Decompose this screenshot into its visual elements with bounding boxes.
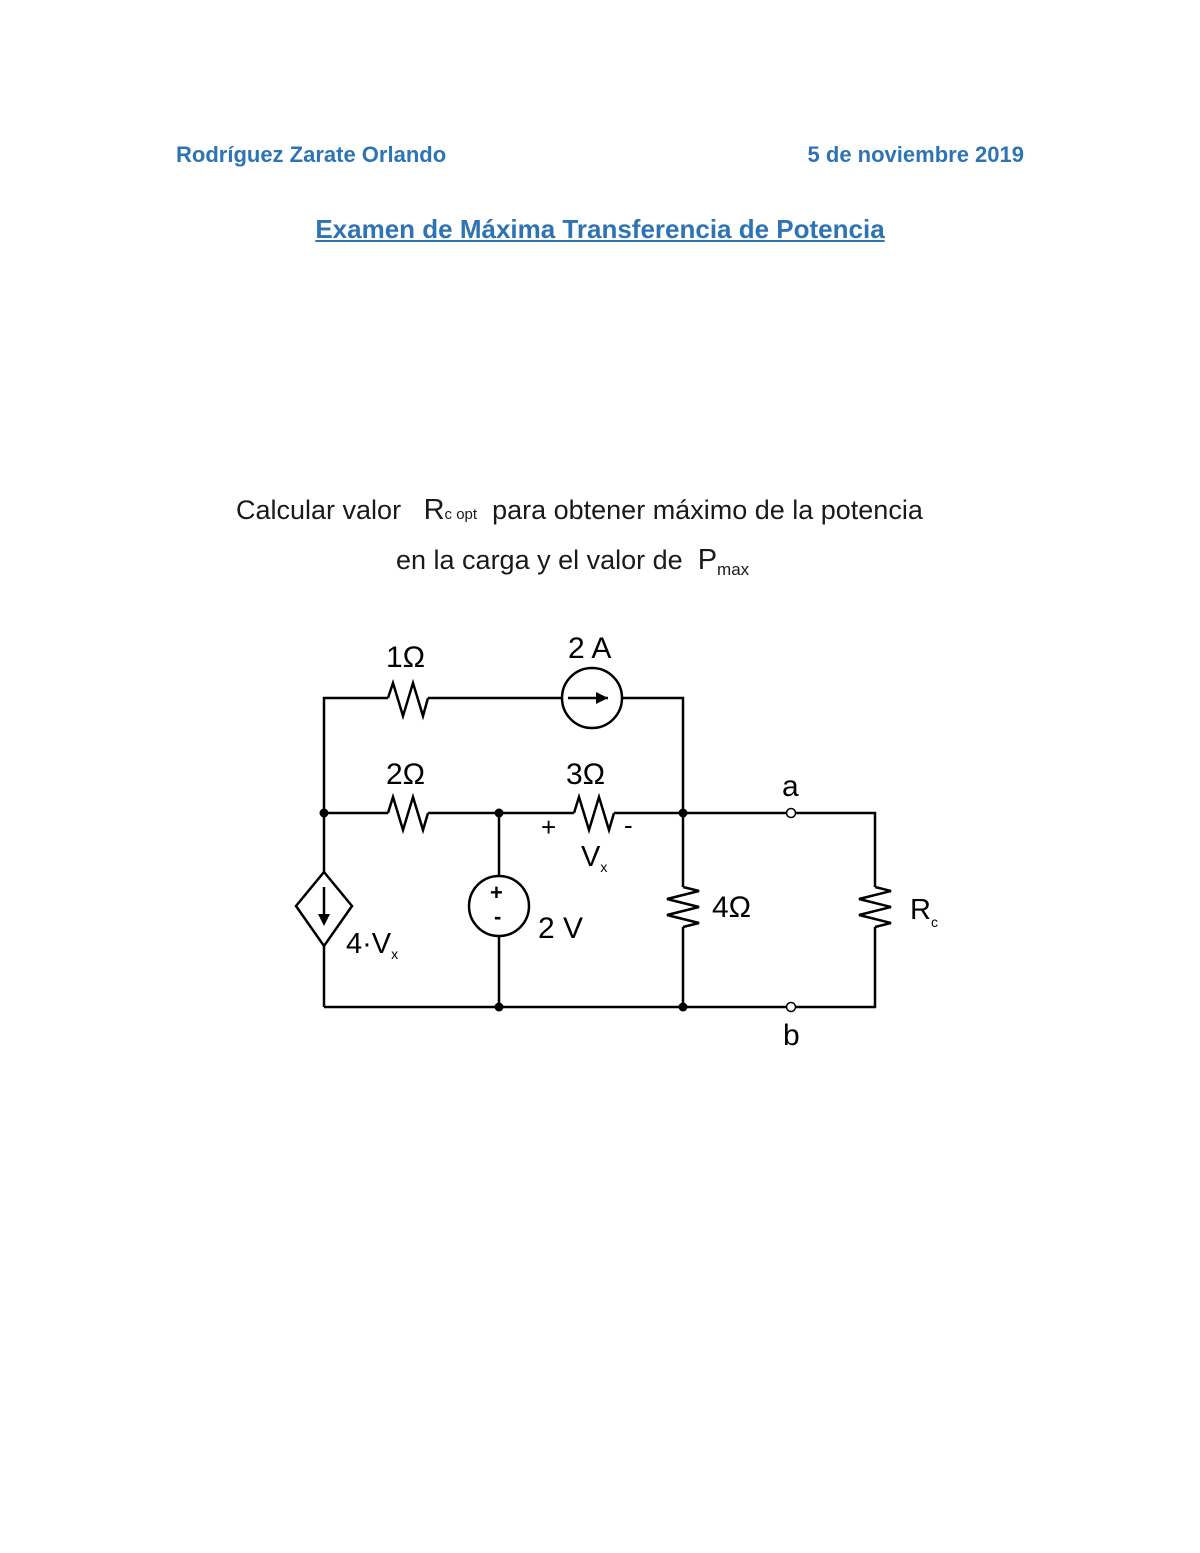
resistor-load — [859, 887, 891, 927]
problem-text: en la carga y el valor de — [396, 545, 683, 575]
r1-label: 1Ω — [386, 641, 426, 674]
voltage-source-plus: + — [490, 880, 503, 905]
pmax-symbol: P — [697, 544, 718, 576]
problem-statement-line1 — [236, 494, 923, 527]
wire — [795, 927, 875, 1007]
problem-text: para obtener máximo de la potencia — [492, 495, 923, 525]
load-label — [910, 894, 938, 930]
current-arrow-head — [596, 692, 608, 704]
junction-dot — [320, 809, 329, 818]
rc-opt-subscript: c opt — [444, 506, 478, 523]
wire — [795, 813, 875, 887]
voltage-source-minus: - — [494, 904, 502, 929]
wire — [622, 698, 683, 813]
terminal-a-label: a — [782, 770, 799, 803]
circuit-diagram — [280, 620, 980, 1060]
dependent-arrow-head — [318, 914, 330, 926]
load-subscript: c — [930, 914, 938, 930]
terminal-a — [787, 809, 796, 818]
resistor-3ohm — [574, 797, 614, 830]
resistor-2ohm — [388, 797, 428, 830]
problem-text: Calcular valor — [236, 495, 402, 525]
junction-dot — [679, 1003, 688, 1012]
terminal-b — [787, 1003, 796, 1012]
junction-dot — [495, 1003, 504, 1012]
vx-label — [581, 841, 607, 875]
dependent-source-label — [346, 928, 398, 962]
junction-dot — [679, 809, 688, 818]
r2-label: 2Ω — [386, 758, 426, 791]
rc-opt-symbol: R — [423, 494, 445, 526]
junction-dot — [495, 809, 504, 818]
exam-date: 5 de noviembre 2019 — [807, 142, 1024, 167]
exam-title: Examen de Máxima Transferencia de Potencia — [315, 214, 885, 244]
terminal-b-label: b — [783, 1019, 800, 1052]
resistor-4ohm — [667, 887, 699, 927]
pmax-subscript: max — [717, 560, 750, 579]
vx-subscript: x — [600, 859, 608, 875]
wire — [324, 698, 388, 813]
r3-label: 3Ω — [566, 758, 606, 791]
problem-statement-line2 — [396, 544, 749, 577]
vx-symbol: V — [581, 841, 601, 873]
vx-minus-sign: - — [624, 810, 633, 840]
dependent-source-subscript: x — [391, 946, 399, 962]
author-name: Rodríguez Zarate Orlando — [176, 142, 447, 167]
current-source-label: 2 A — [568, 632, 612, 665]
load-symbol: R — [910, 894, 931, 926]
resistor-1ohm — [388, 683, 428, 716]
dependent-source-value: 4·V — [346, 928, 392, 960]
vx-plus-sign: + — [541, 812, 557, 842]
r4-label: 4Ω — [712, 891, 752, 924]
voltage-source-label: 2 V — [538, 912, 584, 945]
